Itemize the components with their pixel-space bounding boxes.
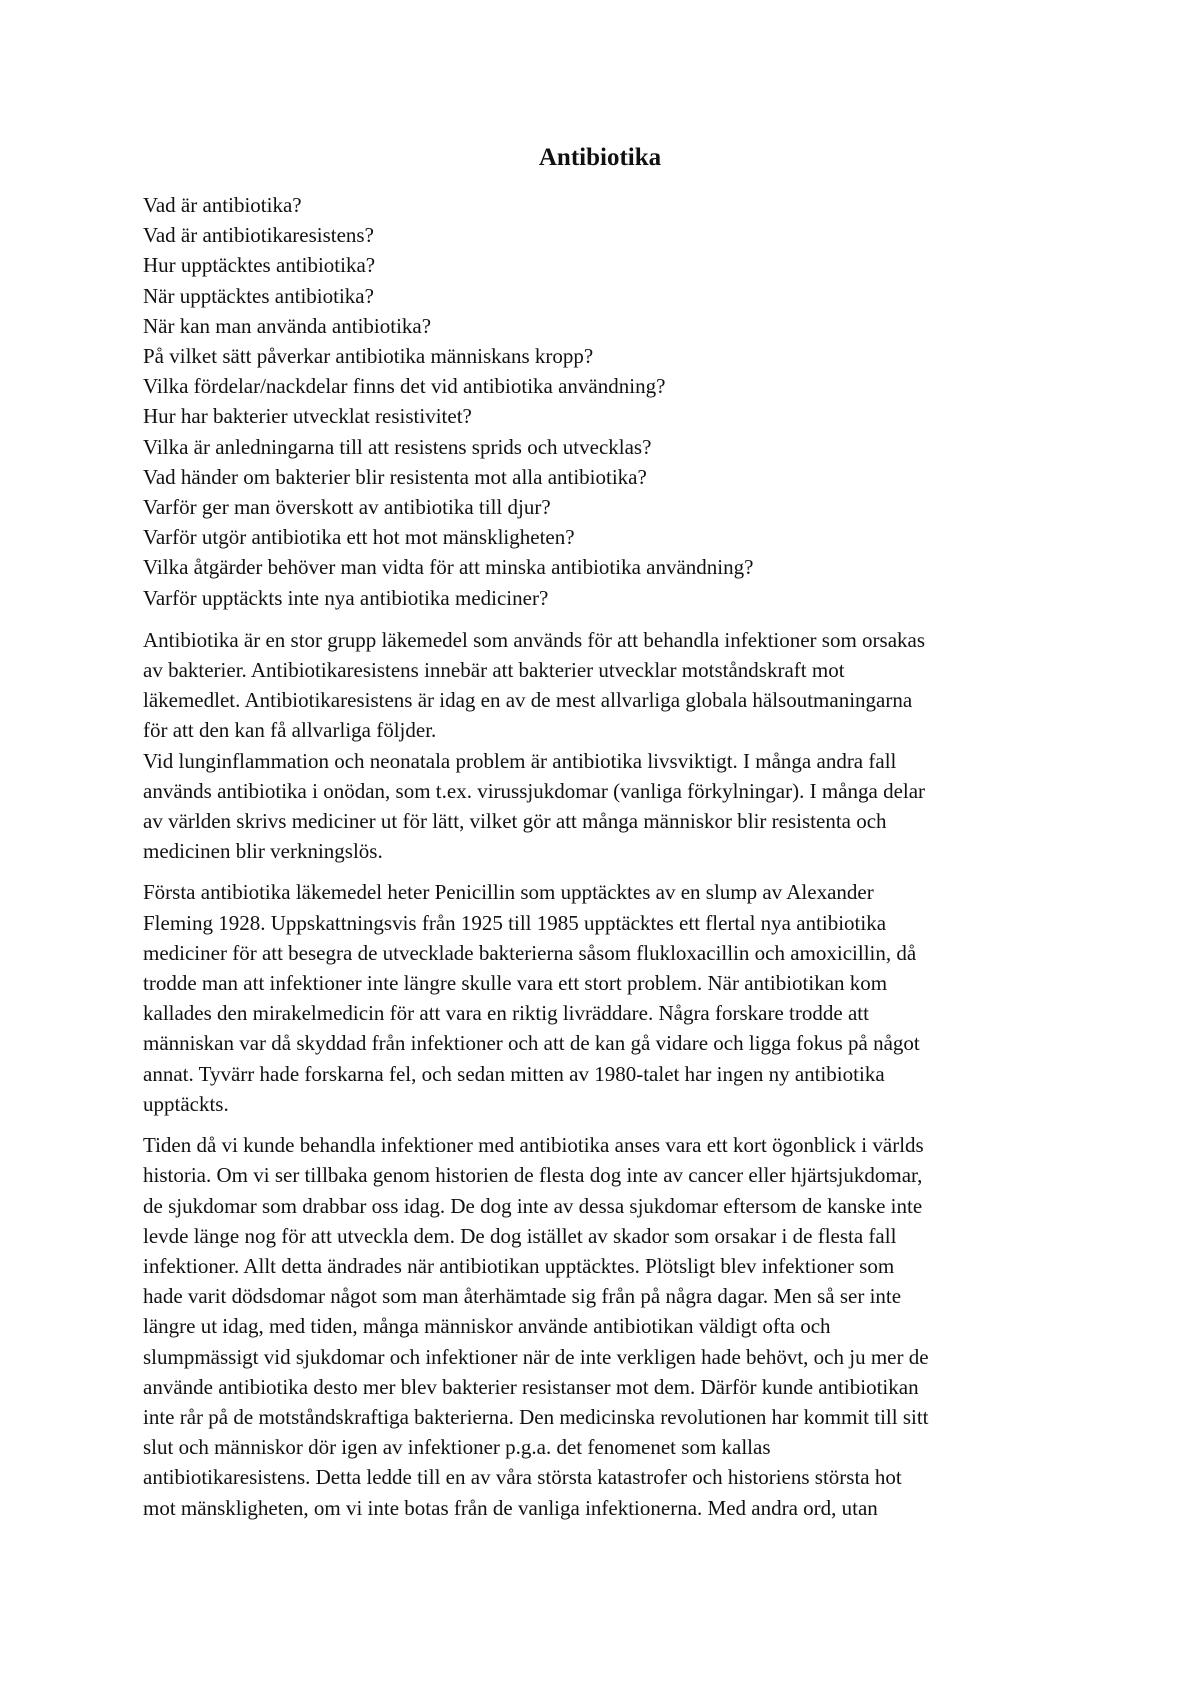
text-line: mediciner för att besegra de utvecklade bakterierna såsom flukloxacillin och amoxicillin, då — [143, 940, 917, 965]
text-line: antibiotikaresistens. Detta ledde till en av våra största katastrofer och historiens största hot — [143, 1465, 902, 1490]
text-line: av världen skrivs mediciner ut för lätt, vilket gör att många människor blir resistenta och — [143, 809, 887, 834]
question-item: Hur upptäcktes antibiotika? — [143, 253, 376, 278]
question-item: Varför ger man överskott av antibiotika till djur? — [143, 495, 551, 520]
text-line: slumpmässigt vid sjukdomar och infektioner när de inte verkligen hade behövt, och ju mer de — [143, 1344, 929, 1369]
text-line: inte rår på de motståndskraftiga bakterierna. Den medicinska revolutionen har kommit till sitt — [143, 1404, 929, 1429]
question-item: Varför utgör antibiotika ett hot mot mänskligheten? — [143, 525, 575, 550]
paragraph-intro — [143, 625, 1063, 867]
question-item: Vad är antibiotika? — [143, 193, 302, 217]
question-item: Vad är antibiotikaresistens? — [143, 223, 374, 248]
text-line: de sjukdomar som drabbar oss idag. De dog inte av dessa sjukdomar eftersom de kanske inte — [143, 1193, 923, 1218]
question-item: När upptäcktes antibiotika? — [143, 283, 374, 308]
text-line: människan var då skyddad från infektioner och att de kan gå vidare och ligga fokus på något — [143, 1031, 920, 1056]
question-list — [143, 190, 1063, 613]
question-item: Vilka är anledningarna till att resistens sprids och utvecklas? — [143, 434, 652, 459]
text-line: längre ut idag, med tiden, många människor använde antibiotikan väldigt ofta och — [143, 1314, 831, 1339]
text-line: Fleming 1928. Uppskattningsvis från 1925 till 1985 upptäcktes ett flertal nya antibiotika — [143, 910, 887, 935]
document-body — [143, 190, 1063, 1534]
question-item: Varför upptäckts inte nya antibiotika mediciner? — [143, 585, 549, 610]
text-line: för att den kan få allvarliga följder. — [143, 718, 437, 743]
question-item: Vad händer om bakterier blir resistenta mot alla antibiotika? — [143, 464, 647, 489]
question-item: Vilka fördelar/nackdelar finns det vid antibiotika användning? — [143, 374, 666, 399]
text-line: historia. Om vi ser tillbaka genom historien de flesta dog inte av cancer eller hjärtsjukdomar, — [143, 1163, 923, 1188]
text-line: infektioner. Allt detta ändrades när antibiotikan upptäcktes. Plötsligt blev infektioner som — [143, 1253, 895, 1278]
text-line: Första antibiotika läkemedel heter Penicillin som upptäcktes av en slump av Alexander — [143, 880, 874, 905]
question-item: Vilka åtgärder behöver man vidta för att minska antibiotika användning? — [143, 555, 754, 580]
question-item: Hur har bakterier utvecklat resistivitet? — [143, 404, 472, 429]
text-line: hade varit dödsdomar något som man återhämtade sig från på några dagar. Men så ser inte — [143, 1284, 902, 1309]
page-title: Antibiotika — [538, 144, 662, 171]
text-line: använde antibiotika desto mer blev bakterier resistanser mot dem. Därför kunde antibiotikan — [143, 1374, 919, 1399]
text-line: trodde man att infektioner inte längre skulle vara ett stort problem. När antibiotikan kom — [143, 971, 888, 996]
text-line: upptäckts. — [143, 1091, 229, 1116]
text-line: slut och människor dör igen av infektioner p.g.a. det fenomenet som kallas — [143, 1435, 771, 1460]
text-line: medicinen blir verkningslös. — [143, 839, 383, 864]
text-line: mot mänskligheten, om vi inte botas från de vanliga infektionerna. Med andra ord, utan — [143, 1495, 878, 1520]
question-item: När kan man använda antibiotika? — [143, 313, 432, 338]
question-item: På vilket sätt påverkar antibiotika människans kropp? — [143, 344, 594, 369]
text-line: kallades den mirakelmedicin för att vara en riktig livräddare. Några forskare trodde att — [143, 1001, 869, 1026]
text-line: av bakterier. Antibiotikaresistens innebär att bakterier utvecklar motståndskraft mot — [143, 658, 845, 683]
text-line: annat. Tyvärr hade forskarna fel, och sedan mitten av 1980-talet har ingen ny antibiotika — [143, 1061, 885, 1086]
paragraph-consequences — [143, 1130, 1063, 1523]
text-line: Tiden då vi kunde behandla infektioner med antibiotika anses vara ett kort ögonblick i världs — [143, 1133, 924, 1158]
text-line: används antibiotika i onödan, som t.ex. virussjukdomar (vanliga förkylningar). I många delar — [143, 778, 926, 803]
text-line: läkemedlet. Antibiotikaresistens är idag en av de mest allvarliga globala hälsoutmaningarna — [143, 688, 913, 713]
text-line: Vid lunginflammation och neonatala problem är antibiotika livsviktigt. I många andra fall — [143, 748, 897, 773]
text-line: Antibiotika är en stor grupp läkemedel som används för att behandla infektioner som orsakas — [143, 627, 926, 652]
paragraph-history — [143, 877, 1063, 1119]
text-line: levde länge nog för att utveckla dem. De dog istället av skador som orsakar i de flesta fall — [143, 1223, 897, 1248]
